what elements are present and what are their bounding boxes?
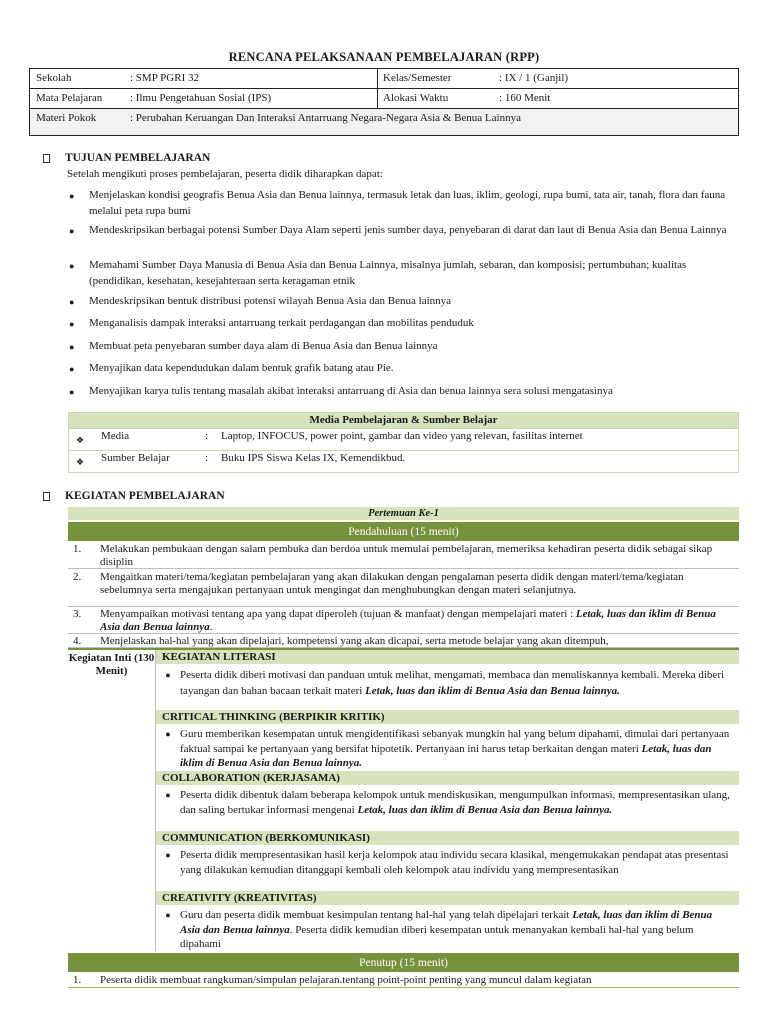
bullet-icon: ● [69, 297, 75, 307]
info-cell-kelas [378, 69, 738, 88]
step-text: Melakukan pembukaan dengan salam pembuka dan berdoa untuk memulai pembelajaran, memeriksa kehadiran peserta didik sebagai sikap disiplin [100, 543, 713, 568]
collaboration-main: Peserta didik dibentuk dalam beberapa kelompok untuk mendiskusikan, mengumpulkan informasi, mempresentasikan ulang, dan saling bertukar informasi mengenai [180, 789, 730, 816]
step-text-emphasis: Letak, luas dan iklim di Benua Asia dan Benua lainnya [100, 608, 716, 633]
bullet-icon: ● [69, 261, 75, 271]
table-row [68, 569, 739, 607]
critical-heading: CRITICAL THINKING (BERPIKIR KRITIK) [156, 710, 739, 724]
literasi-text [180, 667, 733, 709]
bullet-icon: ● [69, 319, 75, 329]
bullet-icon: ● [69, 387, 75, 397]
collaboration-item [156, 785, 739, 831]
literasi-emphasis: Letak, luas dan iklim di Benua Asia dan Benua lainnya. [365, 685, 620, 697]
penutup-header: Penutup (15 menit) [68, 951, 739, 972]
step-text: Menjelaskan hal-hal yang akan dipelajari, kompetensi yang akan dicapai, serta metode belajar yang akan ditempuh, [100, 635, 609, 647]
goal-item [67, 338, 743, 355]
creativity-item [156, 905, 739, 951]
checkbox-icon [43, 492, 50, 501]
info-cell-alokasi [378, 89, 738, 108]
bullet-icon: ● [69, 342, 75, 352]
bullet-icon: ● [165, 850, 171, 860]
critical-item [156, 724, 739, 771]
goal-text: Menjelaskan kondisi geografis Benua Asia dan Benua lainnya, termasuk letak dan luas, iklim, geologi, rupa bumi, tata air, tanah, flora dan fauna melalui peta rupa bumi [89, 189, 726, 217]
media-heading: Media Pembelajaran & Sumber Belajar [69, 413, 738, 428]
step-number: 1. [73, 974, 82, 986]
info-cell-mapel [30, 89, 378, 108]
goal-text: Mendeskripsikan bentuk distribusi potensi wilayah Benua Asia dan Benua lainnya [89, 295, 452, 307]
materi-value: : Perubahan Keruangan Dan Interaksi Antarruang Negara-Negara Asia & Benua Lainnya [130, 112, 521, 124]
creativity-text [180, 908, 733, 950]
collaboration-text [180, 788, 733, 830]
step-text: Peserta didik membuat rangkuman/simpulan pelajaran.tentang point-point penting yang muncul dalam kegiatan [100, 974, 592, 986]
creativity-emphasis: Letak, luas dan iklim di Benua Asia dan Benua lainnya [180, 909, 713, 936]
diamond-icon: ❖ [76, 457, 85, 467]
kelas-label: Kelas/Semester [383, 72, 452, 84]
colon: : [205, 452, 209, 464]
tujuan-heading-text: TUJUAN PEMBELAJARAN [65, 152, 211, 164]
goal-item [67, 383, 743, 400]
info-row-1 [30, 69, 738, 89]
goal-item [67, 187, 743, 219]
mapel-value: : Ilmu Pengetahuan Sosial (IPS) [130, 92, 272, 104]
kegiatan-inti-body [156, 650, 739, 951]
bullet-icon: ● [165, 729, 171, 739]
step-number: 3. [73, 608, 82, 620]
bullet-icon: ● [69, 226, 75, 236]
kegiatan-inti-label: Kegiatan Inti (130 Menit) [68, 650, 156, 951]
goal-text: Mendeskripsikan berbagai potensi Sumber Daya Alam seperti jenis sumber daya, penyebaran di darat dan laut di Benua Asia dan Benua Lainnya [89, 224, 727, 236]
alokasi-label: Alokasi Waktu [383, 92, 449, 104]
communication-heading: COMMUNICATION (BERKOMUNIKASI) [156, 831, 739, 845]
kegiatan-heading [43, 490, 225, 502]
literasi-main: Peserta didik diberi motivasi dan panduan untuk melihat, mengamati, membaca dan menuliskannya kembali. Mereka diberi tayangan dan bahan bacaan terkait materi [180, 669, 725, 697]
table-row [68, 972, 739, 988]
tujuan-intro: Setelah mengikuti proses pembelajaran, peserta didik diharapkan dapat: [67, 168, 383, 180]
bullet-icon: ● [165, 910, 171, 920]
info-row-2 [30, 89, 738, 109]
document-title: RENCANA PELAKSANAAN PEMBELAJARAN (RPP) [228, 50, 540, 64]
mapel-label: Mata Pelajaran [36, 92, 103, 104]
sekolah-label: Sekolah [36, 72, 72, 84]
diamond-icon: ❖ [76, 435, 85, 445]
sekolah-value: : SMP PGRI 32 [130, 72, 199, 84]
sumber-row [69, 450, 738, 472]
pertemuan-label: Pertemuan Ke-1 [68, 507, 739, 520]
literasi-heading: KEGIATAN LITERASI [156, 650, 739, 664]
creativity-main: Guru dan peserta didik membuat kesimpulan tentang hal-hal yang telah dipelajari terkait [180, 909, 573, 921]
sumber-value: Buku IPS Siswa Kelas IX, Kemendikbud. [221, 452, 406, 464]
communication-item [156, 845, 739, 891]
kegiatan-inti-section [68, 648, 739, 951]
literasi-item [156, 664, 739, 710]
materi-label: Materi Pokok [36, 112, 97, 124]
goal-item [67, 360, 743, 377]
goal-item [67, 315, 743, 332]
communication-text: Peserta didik mempresentasikan hasil kerja kelompok atau individu secara klasikal, mengemukakan pendapat atas presentasi yang dilakukan kemudian ditanggapi kembali oleh kelompok atau individu yang mempresentasikan [180, 849, 729, 876]
goal-item [67, 293, 743, 310]
step-number: 1. [73, 543, 82, 555]
bullet-icon: ● [69, 191, 75, 201]
info-table [29, 68, 739, 136]
alokasi-value: : 160 Menit [499, 92, 551, 104]
info-row-3 [30, 109, 738, 135]
goal-item [67, 257, 743, 289]
critical-emphasis: Letak, luas dan iklim di Benua Asia dan Benua lainnya. [180, 742, 712, 769]
bullet-icon: ● [69, 364, 75, 374]
checkbox-icon [43, 154, 50, 163]
media-table [68, 412, 739, 473]
goal-text: Membuat peta penyebaran sumber daya alam di Benua Asia dan Benua lainnya [89, 340, 438, 352]
goal-text: Menyajikan karya tulis tentang masalah akibat interaksi antarruang di Asia dan benua lainnya sera solusi mengatasinya [89, 385, 613, 397]
collaboration-heading: COLLABORATION (KERJASAMA) [156, 771, 739, 785]
step-text: Mengaitkan materi/tema/kegiatan pembelajaran yang akan dilakukan dengan pengalaman peserta didik dengan materi/tema/kegiatan sebelumnya serta mengajukan pertanyaan untuk mengingat dan menghubungkan dengan materi selanjutnya. [100, 571, 684, 596]
goal-text: Memahami Sumber Daya Manusia di Benua Asia dan Benua Lainnya, misalnya jumlah, sebaran, dan komposisi; pertumbuhan; kualitas (pendidikan, kesehatan, kesejahteraan serta keragaman etnik [89, 259, 687, 287]
info-cell-sekolah [30, 69, 378, 88]
goal-text: Menganalisis dampak interaksi antarruang terkait perdagangan dan mobilitas penduduk [89, 317, 474, 329]
goal-item [67, 222, 743, 239]
step-text-end: . [209, 621, 213, 633]
media-row [69, 428, 738, 450]
creativity-end: . Peserta didik kemudian diberi kesempatan untuk menanyakan kembali hal-hal yang belum dipahami [180, 923, 694, 950]
table-row [68, 634, 739, 648]
pendahuluan-header: Pendahuluan (15 menit) [68, 520, 739, 541]
tujuan-heading [43, 152, 210, 164]
step-number: 4. [73, 635, 82, 647]
bullet-icon: ● [165, 790, 171, 800]
step-text-main: Menyampaikan motivasi tentang apa yang dapat diperoleh (tujuan & manfaat) dengan mempelajari materi : [100, 608, 576, 620]
critical-main: Guru memberikan kesempatan untuk mengidentifikasi sebanyak mungkin hal yang belum dipahami, dimulai dari pertanyaan faktual sampai ke pertanyaan yang bersifat hipotetik. Pertanyaan ini harus tetap berkaitan dengan materi [180, 728, 730, 755]
critical-text [180, 727, 733, 770]
collaboration-emphasis: Letak, luas dan iklim di Benua Asia dan Benua lainnya. [357, 803, 613, 816]
colon: : [205, 430, 209, 442]
kegiatan-heading-text: KEGIATAN PEMBELAJARAN [65, 490, 225, 502]
sumber-label: Sumber Belajar [101, 452, 170, 464]
bullet-icon: ● [165, 670, 171, 680]
step-number: 2. [73, 571, 82, 583]
step-text [100, 608, 739, 633]
media-value: Laptop, INFOCUS, power point, gambar dan video yang relevan, fasilitas internet [221, 430, 583, 442]
kegiatan-table [68, 507, 739, 988]
creativity-heading: CREATIVITY (KREATIVITAS) [156, 891, 739, 905]
table-row [68, 541, 739, 569]
table-row [68, 607, 739, 634]
goal-text: Menyajikan data kependudukan dalam bentuk grafik batang atau Pie. [89, 362, 394, 374]
media-label: Media [101, 430, 130, 442]
kelas-value: : IX / 1 (Ganjil) [499, 72, 569, 84]
info-cell-materi [30, 109, 738, 135]
